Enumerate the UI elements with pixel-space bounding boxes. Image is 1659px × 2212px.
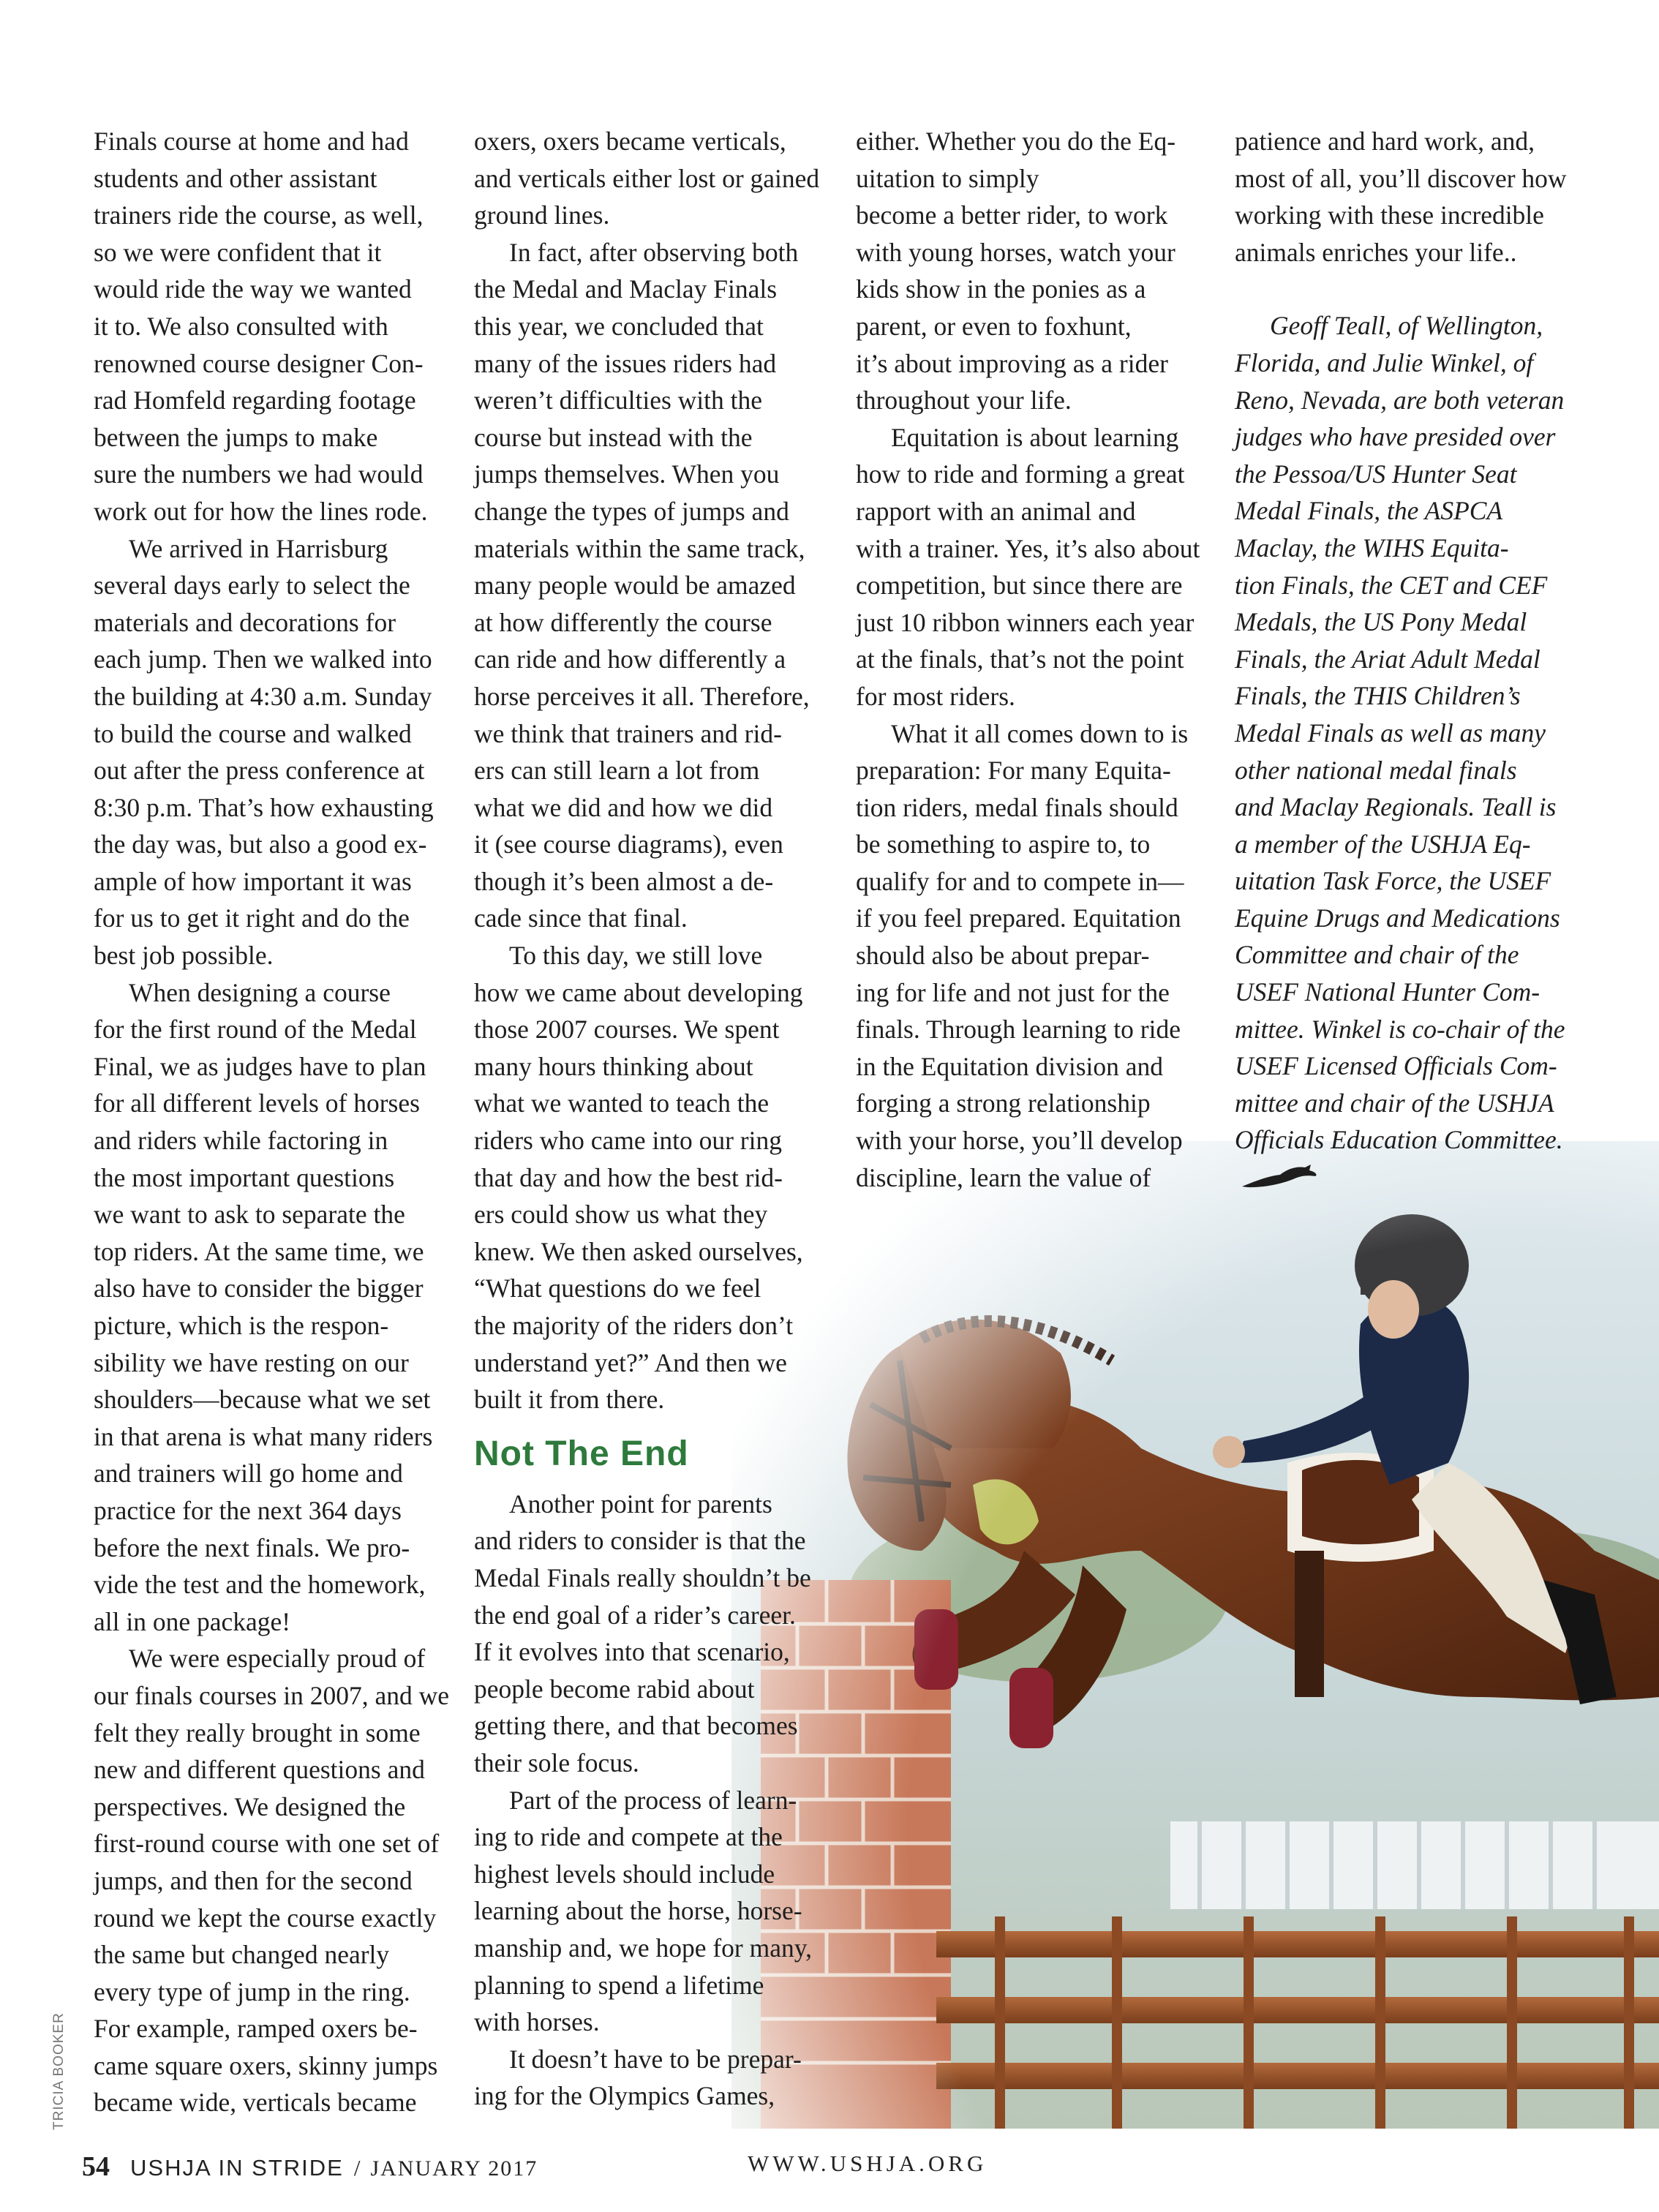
article-column-3	[856, 123, 1214, 1196]
text-line: work out for how the lines rode.	[94, 496, 428, 526]
text-line: Finals course at home and had	[94, 127, 409, 156]
text-line: our finals courses in 2007, and we	[94, 1680, 450, 1710]
text-line: If it evolves into that scenario,	[474, 1637, 790, 1667]
text-line: just 10 ribbon winners each year	[856, 607, 1195, 637]
text-line: out after the press conference at	[94, 756, 425, 786]
text-line: Part of the process of learn-	[509, 1785, 797, 1815]
page-footer	[82, 2151, 1618, 2194]
text-line: tion riders, medal finals should	[856, 792, 1178, 822]
text-line: people become rabid about	[474, 1674, 755, 1704]
text-line: the majority of the riders don’t	[474, 1311, 794, 1340]
text-line: their sole focus.	[474, 1748, 639, 1778]
text-line: with young horses, watch your	[856, 237, 1175, 267]
text-line: many hours thinking about	[474, 1051, 753, 1081]
text-line: 8:30 p.m. That’s how exhausting	[94, 792, 434, 822]
text-line: planning to spend a lifetime	[474, 1970, 764, 2000]
text-line: the building at 4:30 a.m. Sunday	[94, 681, 432, 711]
text-line: renowned course designer Con-	[94, 348, 424, 378]
text-line: Another point for parents	[509, 1489, 772, 1519]
text-line: We arrived in Harrisburg	[129, 533, 388, 563]
text-line: horse perceives it all. Therefore,	[474, 681, 810, 711]
text-line: those 2007 courses. We spent	[474, 1015, 780, 1045]
footer-separator: /	[353, 2155, 361, 2181]
text-line: jumps themselves. When you	[474, 459, 780, 489]
horse-rider-illustration	[731, 1141, 1659, 2129]
page-number: 54	[82, 2151, 110, 2182]
text-line: oxers, oxers became verticals,	[474, 127, 786, 156]
text-line: it’s about improving as a rider	[856, 348, 1168, 378]
text-line: also have to consider the bigger	[94, 1274, 424, 1304]
bio-line: the Pessoa/US Hunter Seat	[1235, 459, 1517, 489]
text-line: rad Homfeld regarding footage	[94, 385, 416, 415]
text-line: parent, or even to foxhunt,	[856, 311, 1132, 341]
text-line: be something to aspire to, to	[856, 830, 1151, 859]
author-bio	[1235, 307, 1608, 1159]
text-line: it (see course diagrams), even	[474, 830, 783, 859]
text-line: materials within the same track,	[474, 533, 805, 563]
text-line: how we came about developing	[474, 977, 803, 1007]
text-line: can ride and how differently a	[474, 644, 786, 674]
text-line: it to. We also consulted with	[94, 311, 388, 341]
bio-line: Equine Drugs and Medications	[1235, 903, 1560, 933]
text-line: ground lines.	[474, 200, 610, 230]
horse-leaping-icon	[1235, 1163, 1608, 1203]
text-line: jumps, and then for the second	[94, 1865, 413, 1895]
text-line: ample of how important it was	[94, 866, 412, 896]
text-line: change the types of jumps and	[474, 496, 789, 526]
text-line: “What questions do we feel	[474, 1274, 761, 1304]
paragraph-spacer	[1235, 271, 1608, 307]
text-line: working with these incredible	[1235, 200, 1544, 230]
text-line: ers can still learn a lot from	[474, 756, 760, 786]
text-line: trainers ride the course, as well,	[94, 200, 424, 230]
bio-line: USEF National Hunter Com-	[1235, 977, 1540, 1007]
text-line: the same but changed nearly	[94, 1940, 390, 1970]
text-line: we want to ask to separate the	[94, 1200, 405, 1230]
text-line: In fact, after observing both	[509, 237, 799, 267]
article-column-2	[474, 123, 832, 2115]
text-line: For example, ramped oxers be-	[94, 2014, 418, 2044]
text-line: came square oxers, skinny jumps	[94, 2050, 438, 2080]
text-line: in that arena is what many riders	[94, 1421, 433, 1451]
text-line: rapport with an animal and	[856, 496, 1136, 526]
text-line: vide the test and the homework,	[94, 1570, 426, 1600]
text-line: course but instead with the	[474, 422, 753, 452]
bio-line: other national medal finals	[1235, 755, 1517, 785]
text-line: many of the issues riders had	[474, 348, 777, 378]
text-line: sure the numbers we had would	[94, 459, 424, 489]
text-line: and riders while factoring in	[94, 1126, 388, 1156]
text-line: animals enriches your life..	[1235, 237, 1517, 267]
text-line: all in one package!	[94, 1606, 291, 1636]
bio-line: Officials Education Committee.	[1235, 1125, 1563, 1155]
text-line: between the jumps to make	[94, 422, 378, 452]
text-line: practice for the next 364 days	[94, 1495, 402, 1525]
text-line: first-round course with one set of	[94, 1829, 440, 1859]
text-line: shoulders—because what we set	[94, 1385, 431, 1415]
text-line: for most riders.	[856, 681, 1015, 711]
text-line: throughout your life.	[856, 385, 1072, 415]
text-line: the Medal and Maclay Finals	[474, 274, 778, 304]
text-line: discipline, learn the value of	[856, 1162, 1151, 1192]
bio-line: tion Finals, the CET and CEF	[1235, 570, 1548, 600]
website-link[interactable]: WWW.USHJA.ORG	[748, 2151, 988, 2176]
bio-line: Finals, the THIS Children’s	[1235, 681, 1521, 711]
section-heading: Not The End	[474, 1434, 689, 1473]
text-line: weren’t difficulties with the	[474, 385, 763, 415]
text-line: most of all, you’ll discover how	[1235, 163, 1567, 193]
text-line: round we kept the course exactly	[94, 1903, 437, 1933]
bio-line: mittee and chair of the USHJA	[1235, 1088, 1554, 1118]
text-line: cade since that final.	[474, 903, 688, 933]
text-line: preparation: For many Equita-	[856, 756, 1171, 786]
text-line: patience and hard work, and,	[1235, 127, 1535, 156]
article-column-1	[94, 123, 452, 2121]
text-line: at how differently the course	[474, 607, 772, 637]
bio-line: Medals, the US Pony Medal	[1235, 607, 1527, 637]
bio-line: USEF Licensed Officials Com-	[1235, 1051, 1557, 1081]
text-line: to build the course and walked	[94, 718, 412, 748]
text-line: qualify for and to compete in—	[856, 866, 1184, 896]
text-line: felt they really brought in some	[94, 1718, 421, 1748]
text-line: ers could show us what they	[474, 1200, 768, 1230]
text-line: knew. We then asked ourselves,	[474, 1236, 803, 1266]
bio-line: Geoff Teall, of Wellington,	[1270, 311, 1543, 341]
text-line: what we did and how we did	[474, 792, 773, 822]
text-line: understand yet?” And then we	[474, 1347, 787, 1377]
text-line: sibility we have resting on our	[94, 1347, 409, 1377]
text-line: with horses.	[474, 2007, 600, 2037]
text-line: finals. Through learning to ride	[856, 1015, 1181, 1045]
text-line: with a trainer. Yes, it’s also about	[856, 533, 1200, 563]
text-line: this year, we concluded that	[474, 311, 764, 341]
bio-line: uitation Task Force, the USEF	[1235, 866, 1551, 896]
text-line: Medal Finals really shouldn’t be	[474, 1562, 811, 1592]
text-line: so we were confident that it	[94, 237, 382, 267]
text-line: perspectives. We designed the	[94, 1791, 406, 1821]
text-line: at the finals, that’s not the point	[856, 644, 1184, 674]
text-line: with your horse, you’ll develop	[856, 1126, 1183, 1156]
text-line: ing for the Olympics Games,	[474, 2081, 775, 2111]
text-line: become a better rider, to work	[856, 200, 1168, 230]
text-line: either. Whether you do the Eq-	[856, 127, 1176, 156]
text-line: learning about the horse, horse-	[474, 1896, 802, 1926]
text-line: though it’s been almost a de-	[474, 866, 774, 896]
bio-line: Maclay, the WIHS Equita-	[1235, 533, 1509, 563]
bio-line: Reno, Nevada, are both veteran	[1235, 385, 1565, 415]
text-line: for the first round of the Medal	[94, 1015, 417, 1045]
text-line: became wide, verticals became	[94, 2088, 417, 2118]
text-line: in the Equitation division and	[856, 1051, 1164, 1081]
text-line: materials and decorations for	[94, 607, 396, 637]
text-line: ing to ride and compete at the	[474, 1822, 783, 1852]
text-line: before the next finals. We pro-	[94, 1532, 410, 1562]
text-line: getting there, and that becomes	[474, 1711, 798, 1741]
text-line: Final, we as judges have to plan	[94, 1051, 426, 1081]
bio-line: mittee. Winkel is co-chair of the	[1235, 1014, 1565, 1044]
text-line: picture, which is the respon-	[94, 1311, 389, 1340]
magazine-name: USHJA IN STRIDE	[130, 2155, 344, 2181]
text-line: kids show in the ponies as a	[856, 274, 1146, 304]
text-line: should also be about prepar-	[856, 941, 1150, 971]
text-line: What it all comes down to is	[891, 718, 1189, 748]
text-line: what we wanted to teach the	[474, 1088, 770, 1118]
text-line: if you feel prepared. Equitation	[856, 903, 1181, 933]
bio-line: Committee and chair of the	[1235, 940, 1519, 970]
bio-line: a member of the USHJA Eq-	[1235, 829, 1531, 859]
article-column-4	[1235, 123, 1608, 1203]
text-line: each jump. Then we walked into	[94, 644, 432, 674]
text-line: highest levels should include	[474, 1859, 775, 1889]
horse-jump-photo	[731, 1141, 1659, 2129]
text-line: the day was, but also a good ex-	[94, 830, 427, 859]
text-line: many people would be amazed	[474, 571, 796, 601]
text-line: Equitation is about learning	[891, 422, 1179, 452]
bio-line: Finals, the Ariat Adult Medal	[1235, 644, 1540, 674]
text-line: several days early to select the	[94, 571, 410, 601]
text-line: ing for life and not just for the	[856, 977, 1170, 1007]
text-line: and verticals either lost or gained	[474, 163, 820, 193]
text-line: manship and, we hope for many,	[474, 1933, 813, 1963]
issue-date: JANUARY 2017	[370, 2156, 538, 2181]
text-line: how to ride and forming a great	[856, 459, 1185, 489]
bio-line: Medal Finals, the ASPCA	[1235, 496, 1503, 526]
text-line: We were especially proud of	[129, 1644, 426, 1674]
text-line: that day and how the best rid-	[474, 1162, 783, 1192]
text-line: students and other assistant	[94, 163, 377, 193]
bio-line: judges who have presided over	[1235, 422, 1556, 452]
text-line: every type of jump in the ring.	[94, 1976, 410, 2006]
text-line: forging a strong relationship	[856, 1088, 1151, 1118]
text-line: uitation to simply	[856, 163, 1039, 193]
text-line: It doesn’t have to be prepar-	[509, 2044, 802, 2074]
bio-line: Florida, and Julie Winkel, of	[1235, 347, 1534, 377]
text-line: built it from there.	[474, 1385, 665, 1415]
bio-line: and Maclay Regionals. Teall is	[1235, 792, 1557, 822]
text-line: would ride the way we wanted	[94, 274, 412, 304]
text-line: we think that trainers and rid-	[474, 718, 782, 748]
text-line: top riders. At the same time, we	[94, 1236, 424, 1266]
text-line: riders who came into our ring	[474, 1126, 782, 1156]
text-line: To this day, we still love	[509, 941, 763, 971]
text-line: new and different questions and	[94, 1755, 425, 1785]
text-line: best job possible.	[94, 941, 274, 971]
text-line: and riders to consider is that the	[474, 1526, 806, 1556]
text-line: the end goal of a rider’s career.	[474, 1600, 796, 1630]
text-line: for us to get it right and do the	[94, 903, 410, 933]
photo-credit: TRICIA BOOKER	[51, 2012, 67, 2130]
text-line: competition, but since there are	[856, 571, 1183, 601]
bio-line: Medal Finals as well as many	[1235, 718, 1546, 748]
text-line: for all different levels of horses	[94, 1088, 420, 1118]
text-line: the most important questions	[94, 1162, 395, 1192]
text-line: When designing a course	[129, 977, 391, 1007]
text-line: and trainers will go home and	[94, 1459, 403, 1489]
